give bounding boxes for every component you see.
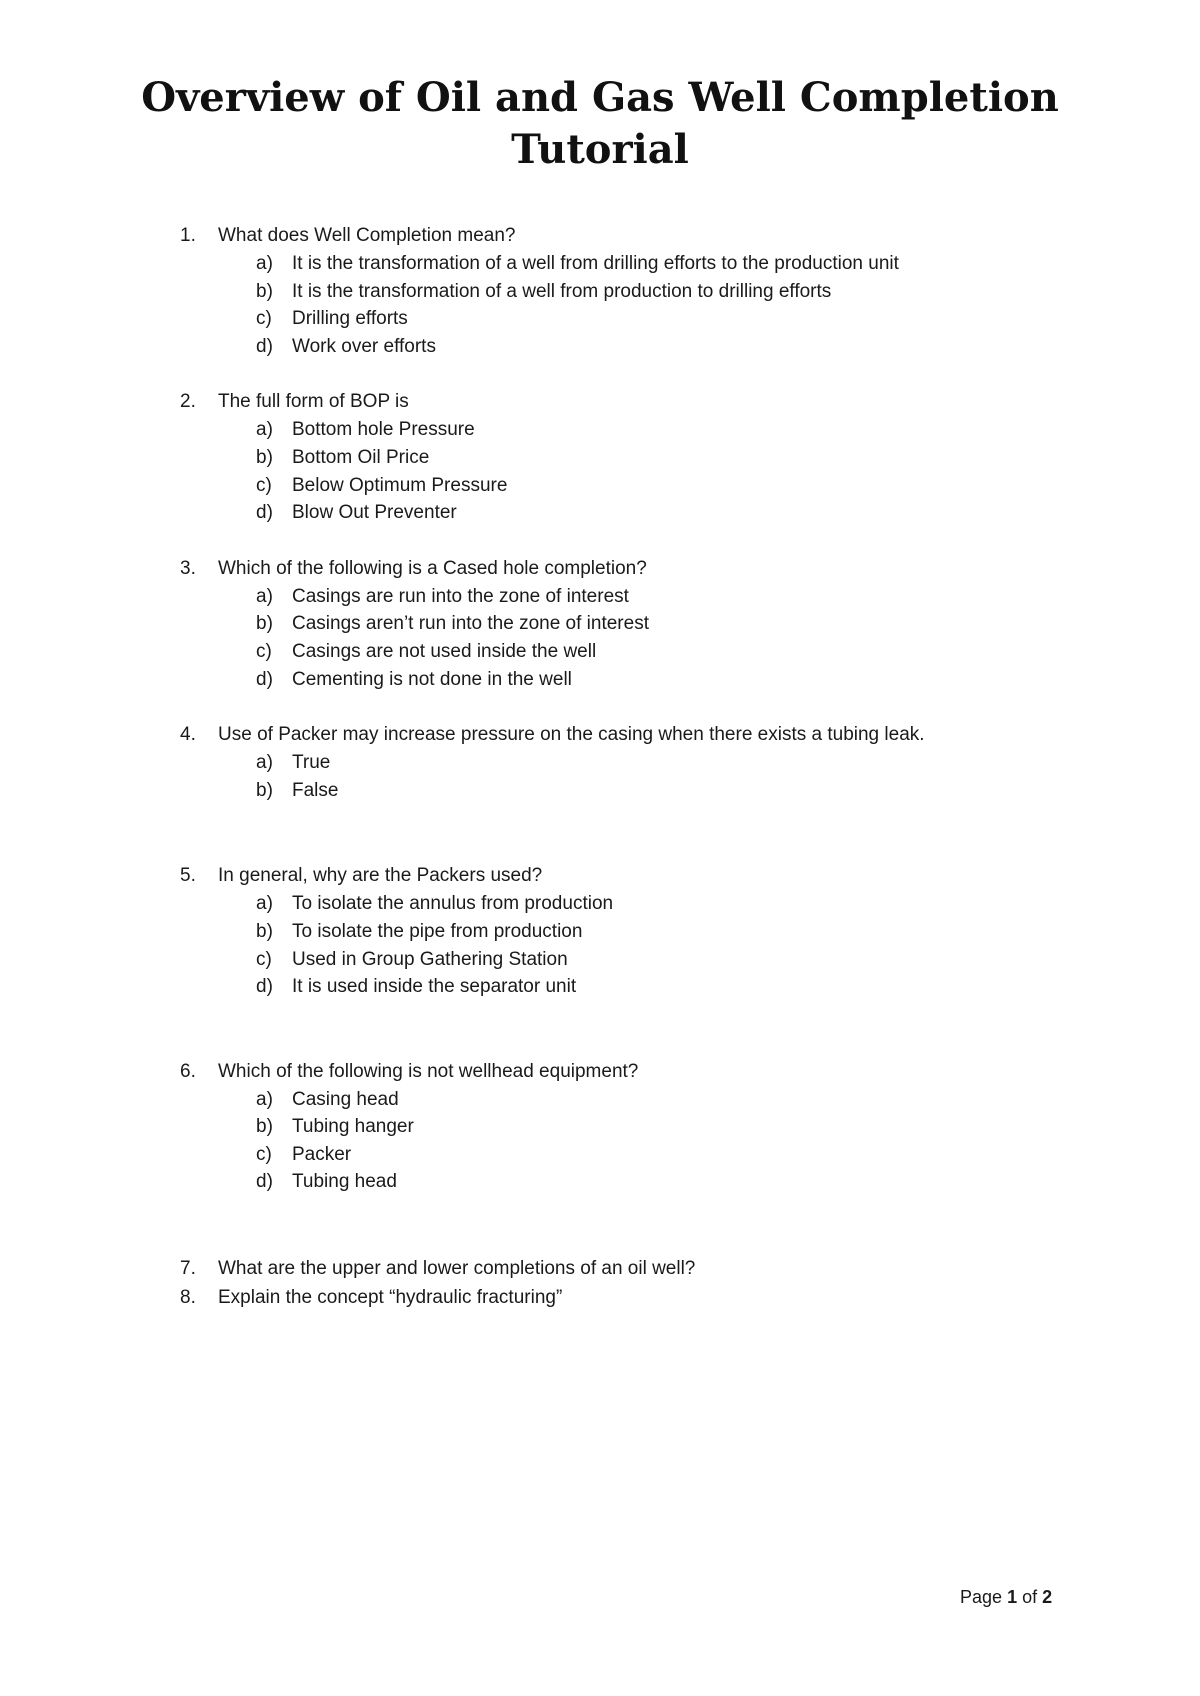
option-item [180,946,1080,974]
option-letter: a) [256,419,273,441]
option-letter: d) [256,1171,273,1193]
option-text: It is the transformation of a well from drilling efforts to the production unit [292,253,899,274]
option-letter: d) [256,668,273,690]
option-text: False [292,779,339,801]
option-text: It is used inside the separator unit [292,976,577,998]
option-text: Tubing head [292,1171,397,1193]
option-letter: c) [256,308,272,330]
question-text: Which of the following is a Cased hole completion? [218,557,647,579]
option-text: Blow Out Preventer [292,502,457,524]
option-text: True [292,752,331,774]
option-text: To isolate the annulus from production [292,893,614,915]
question-number: 6. [180,1060,196,1082]
option-text: To isolate the pipe from production [292,920,583,942]
question-text: The full form of BOP is [218,391,409,413]
option-item [180,610,1080,638]
option-text: Work over efforts [292,335,436,357]
option-text: Packer [292,1143,352,1165]
question-5 [180,862,1080,1000]
option-item [180,777,1080,805]
question-4 [180,721,1080,804]
option-text: Tubing hanger [292,1116,414,1138]
option-item [180,250,1080,278]
option-list [180,890,1080,1000]
spacer [180,693,1080,721]
question-number: 8. [180,1287,196,1309]
option-item [180,1141,1080,1169]
option-text: It is the transformation of a well from production to drilling efforts [292,280,832,302]
question-number: 3. [180,557,196,579]
option-letter: b) [256,613,273,635]
option-text: Casings are run into the zone of interest [292,585,629,607]
question-number: 4. [180,724,196,746]
title-line-2: Tutorial [511,126,689,173]
option-item [180,638,1080,666]
page-title [130,72,1070,176]
option-item [180,918,1080,946]
question-text: Which of the following is not wellhead equipment? [218,1060,639,1082]
option-list [180,250,1080,360]
option-letter: c) [256,948,272,970]
option-text: Bottom hole Pressure [292,419,475,441]
option-text: Drilling efforts [292,308,408,330]
option-item [180,583,1080,611]
option-text: Casing head [292,1088,399,1110]
question-3 [180,555,1080,693]
option-item [180,333,1080,361]
question-6 [180,1058,1080,1196]
option-list [180,416,1080,526]
option-letter: d) [256,335,273,357]
question-number: 7. [180,1258,196,1280]
question-7 [180,1253,1080,1284]
option-item [180,890,1080,918]
option-item [180,416,1080,444]
spacer [180,527,1080,555]
option-letter: a) [256,585,273,607]
option-item [180,973,1080,1001]
option-letter: c) [256,1143,272,1165]
option-item [180,278,1080,306]
page-number-footer [960,1587,1060,1608]
question-text: Use of Packer may increase pressure on the casing when there exists a tubing leak. [218,724,925,746]
question-text: What does Well Completion mean? [218,225,516,246]
question-1 [180,222,1080,360]
footer-page-word: Page [960,1587,1003,1607]
option-letter: d) [256,502,273,524]
question-number: 2. [180,391,196,413]
spacer [180,1196,1080,1253]
option-letter: b) [256,1116,273,1138]
option-item [180,305,1080,333]
option-letter: b) [256,280,273,302]
option-list [180,749,1080,804]
question-8 [180,1284,1080,1312]
spacer [180,360,1080,388]
option-item [180,499,1080,527]
spacer [180,804,1080,862]
title-line-1: Overview of Oil and Gas Well Completion [141,74,1059,121]
option-letter: b) [256,446,273,468]
option-letter: d) [256,976,273,998]
option-text: Below Optimum Pressure [292,474,508,496]
option-text: Casings aren’t run into the zone of interest [292,613,649,635]
spacer [180,1001,1080,1058]
footer-total-pages: 2 [1042,1587,1053,1607]
question-text: What are the upper and lower completions of an oil well? [218,1258,696,1280]
option-letter: b) [256,920,273,942]
option-letter: a) [256,893,273,915]
question-text: In general, why are the Packers used? [218,865,543,887]
footer-of-word: of [1022,1587,1038,1607]
option-text: Cementing is not done in the well [292,668,572,690]
option-letter: a) [256,752,273,774]
question-number: 1. [180,225,196,246]
option-letter: a) [256,1088,273,1110]
question-list [180,222,1080,1312]
option-item [180,444,1080,472]
option-item [180,1086,1080,1114]
option-letter: a) [256,253,273,274]
option-letter: b) [256,779,273,801]
option-letter: c) [256,474,272,496]
question-2 [180,388,1080,526]
option-list [180,1086,1080,1196]
question-text: Explain the concept “hydraulic fracturing” [218,1287,563,1309]
option-text: Used in Group Gathering Station [292,948,568,970]
question-number: 5. [180,865,196,887]
option-item [180,666,1080,694]
option-list [180,583,1080,693]
option-item [180,749,1080,777]
footer-current-page: 1 [1007,1587,1018,1607]
option-letter: c) [256,640,272,662]
option-item [180,472,1080,500]
option-item [180,1113,1080,1141]
option-text: Casings are not used inside the well [292,640,597,662]
option-text: Bottom Oil Price [292,446,430,468]
option-item [180,1168,1080,1196]
